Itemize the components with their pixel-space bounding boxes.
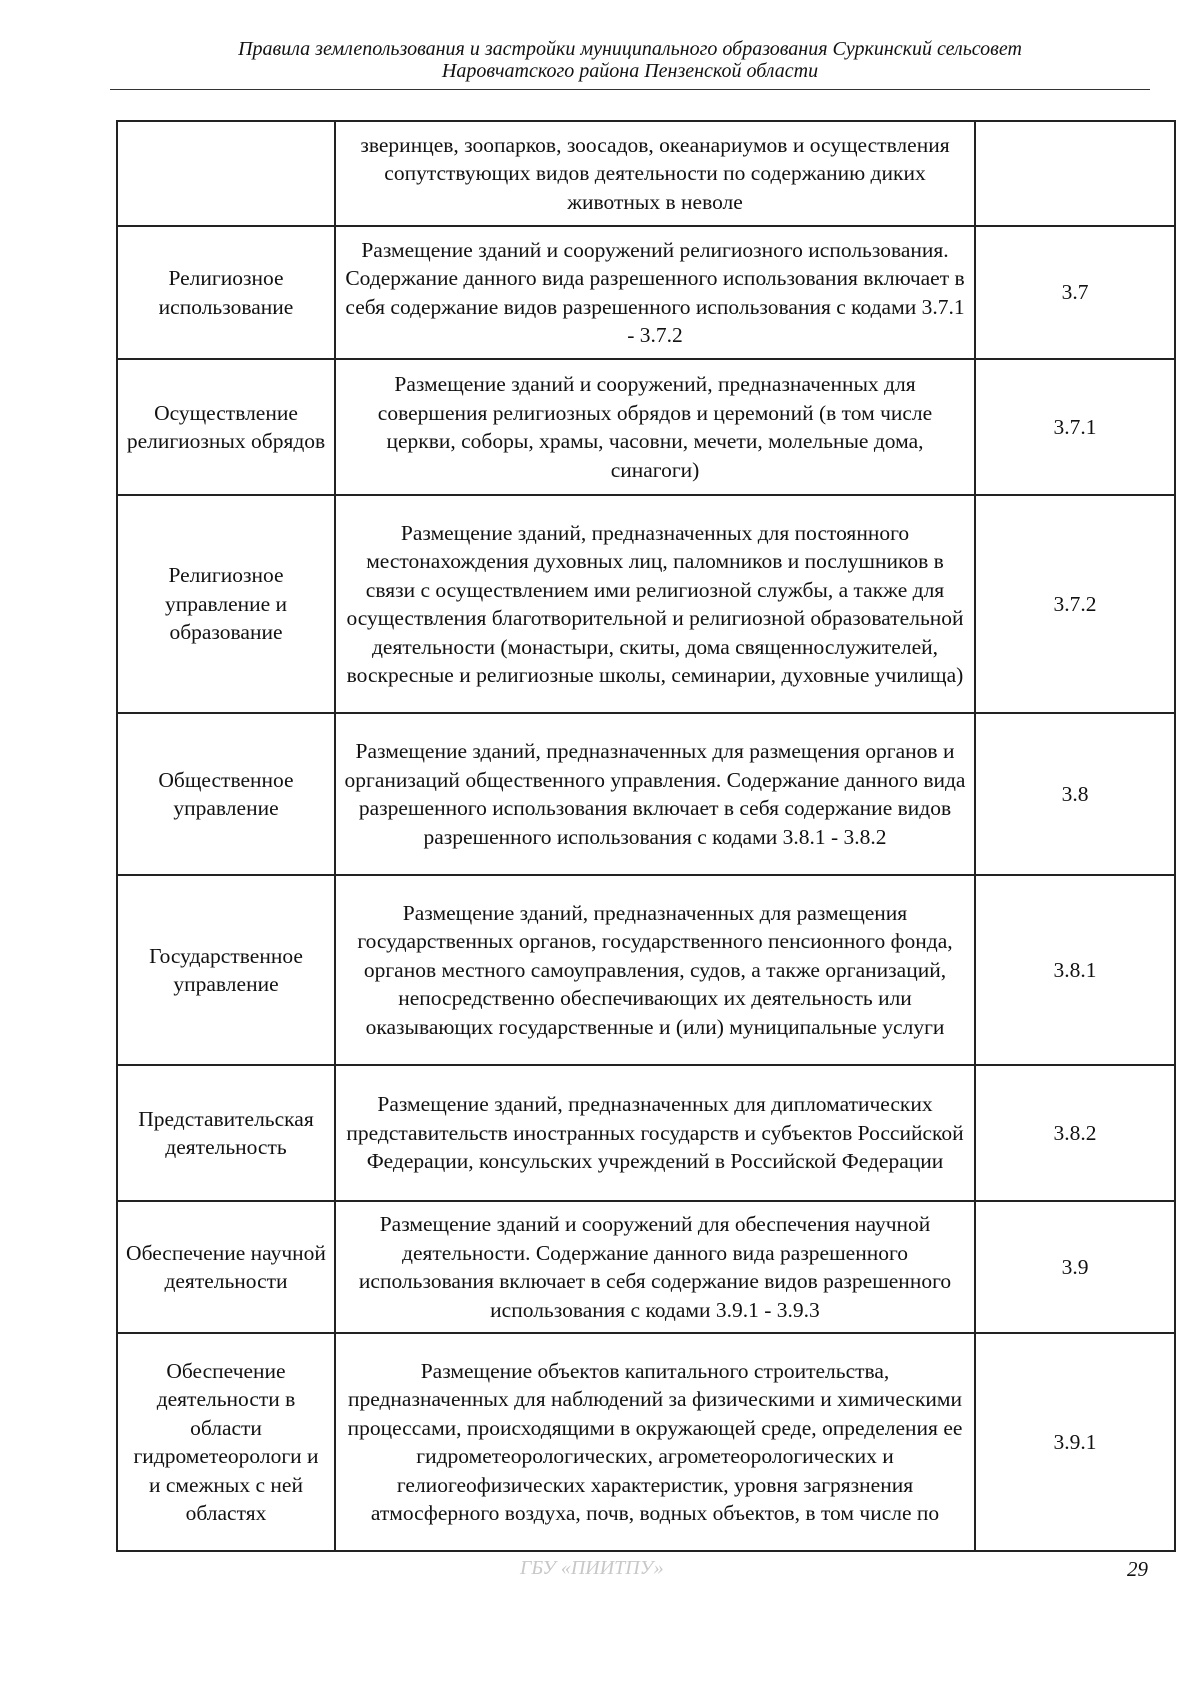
table-row xyxy=(117,875,1175,1065)
row-name: Общественное управление xyxy=(117,713,335,875)
row-description: Размещение объектов капитального строительства, предназначенных для наблюдений за физическими и химическими процессами, происходящими в окружающей среде, определения ее гидрометеорологических, агрометеорологических и гелиогеофизических характеристик, уровня загрязнения атмосферного воздуха, почв, водных объектов, в том числе по xyxy=(335,1333,975,1551)
table-row xyxy=(117,121,1175,226)
row-description: Размещение зданий, предназначенных для размещения государственных органов, государственного пенсионного фонда, органов местного самоуправления, судов, а также организаций, непосредственно обеспечивающих их деятельность или оказывающих государственные и (или) муниципальные услуги xyxy=(335,875,975,1065)
row-description: Размещение зданий и сооружений для обеспечения научной деятельности. Содержание данного вида разрешенного использования включает в себя содержание видов разрешенного использования с кодами 3.9.1 - 3.9.3 xyxy=(335,1201,975,1333)
table-row xyxy=(117,495,1175,713)
row-description: Размещение зданий, предназначенных для дипломатических представительств иностранных государств и субъектов Российской Федерации, консульских учреждений в Российской Федерации xyxy=(335,1065,975,1201)
row-code: 3.8.2 xyxy=(975,1065,1175,1201)
table-row xyxy=(117,226,1175,359)
row-code: 3.7.2 xyxy=(975,495,1175,713)
header-divider xyxy=(110,89,1150,90)
running-header xyxy=(110,38,1150,82)
row-code: 3.9 xyxy=(975,1201,1175,1333)
row-name xyxy=(117,121,335,226)
row-name: Религиозное использование xyxy=(117,226,335,359)
table-row xyxy=(117,713,1175,875)
header-line-2: Наровчатского района Пензенской области xyxy=(441,60,819,82)
row-code xyxy=(975,121,1175,226)
row-description: Размещение зданий, предназначенных для постоянного местонахождения духовных лиц, паломников и послушников в связи с осуществлением ими религиозной службы, а также для осуществления благотворительной и религиозной образовательной деятельности (монастыри, скиты, дома священнослужителей, воскресные и религиозные школы, семинарии, духовные училища) xyxy=(335,495,975,713)
page-number: 29 xyxy=(1127,1557,1148,1581)
row-name: Государственное управление xyxy=(117,875,335,1065)
row-name: Обеспечение деятельности в области гидрометеорологи и и смежных с ней областях xyxy=(117,1333,335,1551)
row-description: зверинцев, зоопарков, зоосадов, океанариумов и осуществления сопутствующих видов деятельности по содержанию диких животных в неволе xyxy=(335,121,975,226)
row-description: Размещение зданий и сооружений религиозного использования. Содержание данного вида разрешенного использования включает в себя содержание видов разрешенного использования с кодами 3.7.1 - 3.7.2 xyxy=(335,226,975,359)
table-row xyxy=(117,1065,1175,1201)
row-name: Осуществление религиозных обрядов xyxy=(117,359,335,495)
row-description: Размещение зданий, предназначенных для размещения органов и организаций общественного управления. Содержание данного вида разрешенного использования включает в себя содержание видов разрешенного использования с кодами 3.8.1 - 3.8.2 xyxy=(335,713,975,875)
row-code: 3.7.1 xyxy=(975,359,1175,495)
table-row xyxy=(117,1201,1175,1333)
row-code: 3.9.1 xyxy=(975,1333,1175,1551)
table-row xyxy=(117,1333,1175,1551)
land-use-table xyxy=(116,120,1176,1552)
header-line-1: Правила землепользования и застройки муниципального образования Суркинский сельсовет xyxy=(238,38,1022,60)
row-code: 3.7 xyxy=(975,226,1175,359)
row-code: 3.8 xyxy=(975,713,1175,875)
row-description: Размещение зданий и сооружений, предназначенных для совершения религиозных обрядов и церемоний (в том числе церкви, соборы, храмы, часовни, мечети, молельные дома, синагоги) xyxy=(335,359,975,495)
organization-stamp: ГБУ «ПИИТПУ» xyxy=(520,1557,664,1579)
row-code: 3.8.1 xyxy=(975,875,1175,1065)
row-name: Обеспечение научной деятельности xyxy=(117,1201,335,1333)
table-row xyxy=(117,359,1175,495)
row-name: Религиозное управление и образование xyxy=(117,495,335,713)
row-name: Представительская деятельность xyxy=(117,1065,335,1201)
